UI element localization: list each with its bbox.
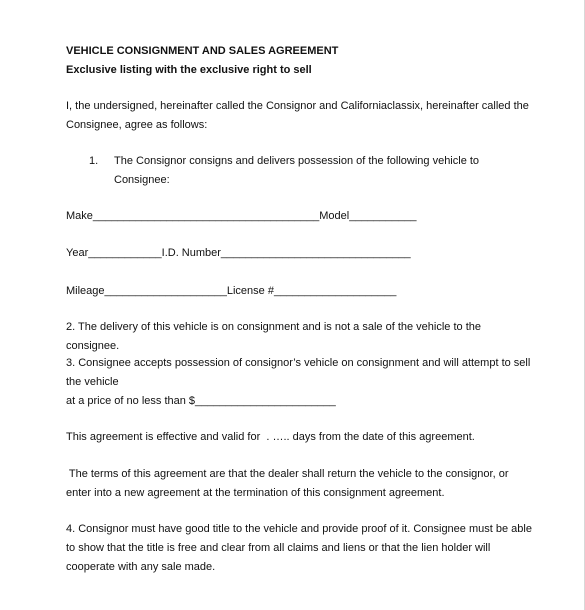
field-make-model: Make_____________________________________Model___________ [66,210,417,222]
effective-statement: This agreement is effective and valid for . ….. days from the date of this agreement. [66,431,475,443]
item4-line-1: 4. Consignor must have good title to the vehicle and provide proof of it. Consignee must be able [66,523,532,535]
intro-line-1: I, the undersigned, hereinafter called the Consignor and Californiaclassix, hereinafter called the [66,100,529,112]
item2-line-2: consignee. [66,340,120,352]
terms-line-2: enter into a new agreement at the termination of this consignment agreement. [66,487,445,499]
item1-line-1: The Consignor consigns and delivers possession of the following vehicle to [114,155,480,167]
item3-line-3: at a price of no less than $_______________________ [66,395,336,407]
item4-line-2: to show that the title is free and clear from all claims and liens or that the lien holder will [66,542,491,554]
intro-line-2: Consignee, agree as follows: [66,119,208,131]
terms-line-1: The terms of this agreement are that the dealer shall return the vehicle to the consignor, or [66,468,509,480]
field-mileage-license: Mileage____________________License #____________________ [66,285,397,297]
item3-line-1: 3. Consignee accepts possession of consignor’s vehicle on consignment and will attempt to sell [66,357,531,369]
item1-number: 1. [89,155,99,167]
item4-line-3: cooperate with any sale made. [66,561,216,573]
field-year-id: Year____________I.D. Number_______________________________ [66,247,411,259]
item1-line-2: Consignee: [114,174,170,186]
document-title: VEHICLE CONSIGNMENT AND SALES AGREEMENT [66,45,339,57]
item3-line-2: the vehicle [66,376,119,388]
item2-line-1: 2. The delivery of this vehicle is on consignment and is not a sale of the vehicle to the [66,321,481,333]
document-subtitle: Exclusive listing with the exclusive right to sell [66,64,312,76]
